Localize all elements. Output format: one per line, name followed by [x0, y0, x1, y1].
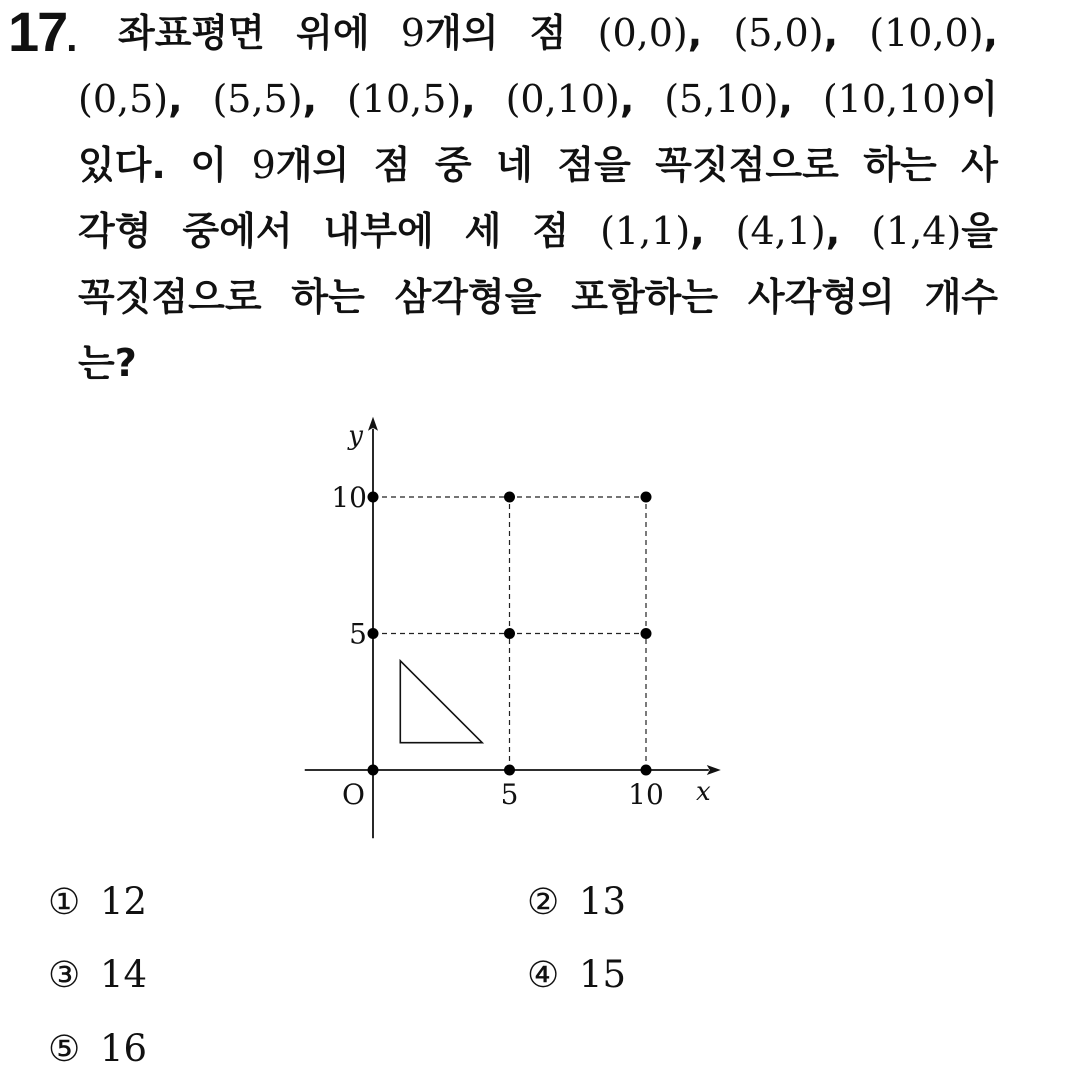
- choice-number-mark: ①: [48, 882, 81, 923]
- y-tick-label: 5: [349, 617, 367, 651]
- choice-number-mark: ④: [527, 955, 560, 996]
- triangle-shape: [400, 661, 482, 743]
- problem-number-dot: .: [66, 16, 76, 60]
- x-axis-arrow-icon: [707, 765, 721, 775]
- question-line-2: [78, 66, 998, 132]
- coordinate-plane-figure: [290, 408, 730, 848]
- question-text-segment: 있다. 이: [78, 143, 252, 187]
- question-text-segment: 이: [961, 77, 999, 121]
- x-tick-label: 5: [500, 778, 519, 811]
- question-text-segment: ,: [825, 209, 872, 253]
- question-line-4: [78, 198, 998, 264]
- question-text-segment: 개의 점: [424, 11, 598, 55]
- question-text-segment: 좌표평면 위에: [118, 11, 401, 55]
- question-text-segment: 꼭짓점으로 하는 삼각형을 포함하는 사각형의 개수: [78, 275, 998, 319]
- question-text-segment: ,: [983, 11, 998, 55]
- question-text-segment: ,: [461, 77, 506, 121]
- math-expression: (0,5): [78, 77, 169, 121]
- math-expression: 9: [251, 143, 276, 187]
- choice-value: 15: [579, 953, 627, 996]
- x-tick-label: 10: [628, 778, 664, 811]
- question-text-segment: ,: [168, 77, 213, 121]
- lattice-point: [368, 628, 379, 639]
- origin-label: O: [342, 778, 365, 811]
- x-axis-label: x: [695, 777, 711, 807]
- question-text-segment: ,: [690, 209, 736, 253]
- lattice-point: [641, 628, 652, 639]
- question-text-segment: ,: [823, 11, 870, 55]
- choice-value: 12: [100, 880, 148, 923]
- math-expression: 9: [400, 11, 425, 55]
- choice-value: 13: [579, 880, 627, 923]
- question-line-1: [118, 0, 998, 66]
- question-text-segment: ,: [778, 77, 823, 121]
- question-text-segment: ,: [302, 77, 347, 121]
- question-line-3: [78, 132, 998, 198]
- lattice-point: [641, 492, 652, 503]
- lattice-point: [504, 765, 515, 776]
- lattice-point: [641, 765, 652, 776]
- y-axis-label: y: [348, 421, 363, 452]
- math-expression: (0,10): [505, 77, 620, 121]
- choice-value: 16: [100, 1027, 148, 1070]
- lattice-point: [504, 492, 515, 503]
- math-expression: (10,10): [822, 77, 962, 121]
- math-expression: (0,0): [597, 11, 688, 55]
- question-line-6: [78, 330, 998, 396]
- choice-number-mark: ⑤: [48, 1029, 81, 1070]
- lattice-point: [368, 492, 379, 503]
- question-line-5: [78, 264, 998, 330]
- math-expression: (1,1): [600, 209, 691, 253]
- question-text-segment: ,: [619, 77, 665, 121]
- math-expression: (10,0): [869, 11, 984, 55]
- y-tick-label: 10: [331, 481, 367, 514]
- choice-value: 14: [100, 953, 148, 996]
- question-text-segment: 개의 점 중 네 점을 꼭짓점으로 하는 사: [275, 143, 998, 187]
- math-expression: (1,4): [871, 209, 962, 253]
- lattice-point: [368, 765, 379, 776]
- math-expression: (5,0): [733, 11, 824, 55]
- choice-4[interactable]: [527, 953, 626, 998]
- lattice-point: [504, 628, 515, 639]
- y-axis-arrow-icon: [368, 417, 378, 431]
- question-text-segment: 각형 중에서 내부에 세 점: [78, 209, 601, 253]
- math-expression: (5,5): [212, 77, 303, 121]
- question-text-segment: 는?: [78, 341, 137, 385]
- question-text-segment: 을: [961, 209, 999, 253]
- choice-3[interactable]: [48, 953, 147, 998]
- choice-5[interactable]: [48, 1027, 147, 1072]
- choice-number-mark: ③: [48, 955, 81, 996]
- choice-number-mark: ②: [527, 882, 560, 923]
- problem-number: [8, 0, 75, 70]
- question-text-segment: ,: [687, 11, 734, 55]
- choice-2[interactable]: [527, 880, 626, 925]
- math-expression: (5,10): [664, 77, 779, 121]
- math-expression: (10,5): [346, 77, 462, 121]
- problem-number-text: 17: [8, 0, 67, 63]
- math-expression: (4,1): [735, 209, 826, 253]
- choice-1[interactable]: [48, 880, 147, 925]
